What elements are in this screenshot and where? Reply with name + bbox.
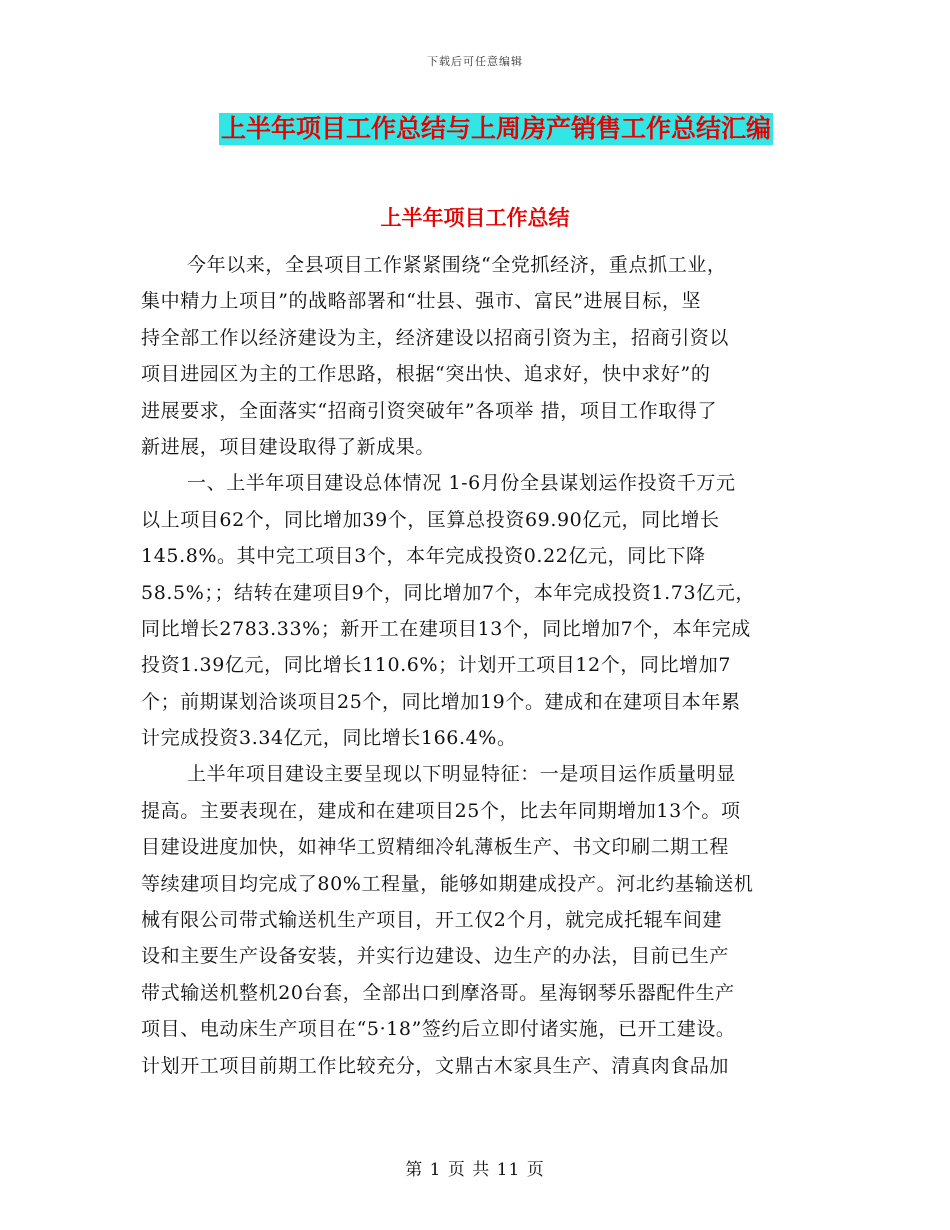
text-line: 项目、电动床生产项目在“5·18”签约后立即付诸实施，已开工建设。 [141, 1018, 736, 1041]
header-note: 下载后可任意编辑 [427, 55, 523, 68]
text-line: 设和主要生产设备安装，并实行边建设、边生产的办法，目前已生产 [141, 945, 730, 968]
text-line: 持全部工作以经济建设为主，经济建设以招商引资为主，招商引资以 [141, 326, 730, 349]
text-line: 个；前期谋划洽谈项目25个，同比增加19个。建成和在建项目本年累 [141, 690, 741, 713]
text-line: 一、上半年项目建设总体情况 1-6月份全县谋划运作投资千万元 [187, 472, 736, 495]
text-line: 计完成投资3.34亿元，同比增长166.4%。 [141, 727, 517, 750]
text-line: 上半年项目建设主要呈现以下明显特征：一是项目运作质量明显 [187, 763, 736, 786]
text-line: 以上项目62个，同比增加39个，匡算总投资69.90亿元，同比增长 [141, 508, 720, 531]
text-line: 等续建项目均完成了80%工程量，能够如期建成投产。河北约基输送机 [141, 872, 754, 895]
text-line: 进展要求，全面落实“招商引资突破年”各项举 措，项目工作取得了 [141, 399, 718, 422]
text-line: 械有限公司带式输送机生产项目，开工仅2个月，就完成托辊车间建 [141, 909, 723, 932]
text-line: 提高。主要表现在，建成和在建项目25个，比去年同期增加13个。项 [141, 799, 741, 822]
text-line: 带式输送机整机20台套，全部出口到摩洛哥。星海钢琴乐器配件生产 [141, 981, 735, 1004]
text-line: 58.5%；；结转在建项目9个，同比增加7个，本年完成投资1.73亿元， [141, 581, 755, 604]
text-line: 目建设进度加快，如神华工贸精细冷轧薄板生产、书文印刷二期工程 [141, 836, 730, 859]
text-line: 项目进园区为主的工作思路，根据“突出快、追求好，快中求好”的 [141, 363, 711, 386]
body-text [141, 247, 841, 1084]
section-title: 上半年项目工作总结 [380, 206, 570, 230]
text-line: 同比增长2783.33%；新开工在建项目13个，同比增加7个，本年完成 [141, 617, 751, 640]
text-line: 计划开工项目前期工作比较充分，文鼎古木家具生产、清真肉食品加 [141, 1054, 730, 1077]
text-line: 新进展，项目建设取得了新成果。 [141, 435, 436, 458]
text-line: 145.8%。其中完工项目3个，本年完成投资0.22亿元，同比下降 [141, 545, 706, 568]
main-title-wrap [0, 113, 950, 145]
text-line: 投资1.39亿元，同比增长110.6%；计划开工项目12个，同比增加7 [141, 654, 732, 677]
page-footer: 第 1 页 共 11 页 [405, 1160, 545, 1180]
text-line: 集中精力上项目”的战略部署和“壮县、强市、富民”进展目标，坚 [141, 290, 702, 313]
main-title: 上半年项目工作总结与上周房产销售工作总结汇编 [220, 114, 771, 143]
text-line: 今年以来，全县项目工作紧紧围绕“全党抓经济，重点抓工业， [187, 254, 727, 276]
